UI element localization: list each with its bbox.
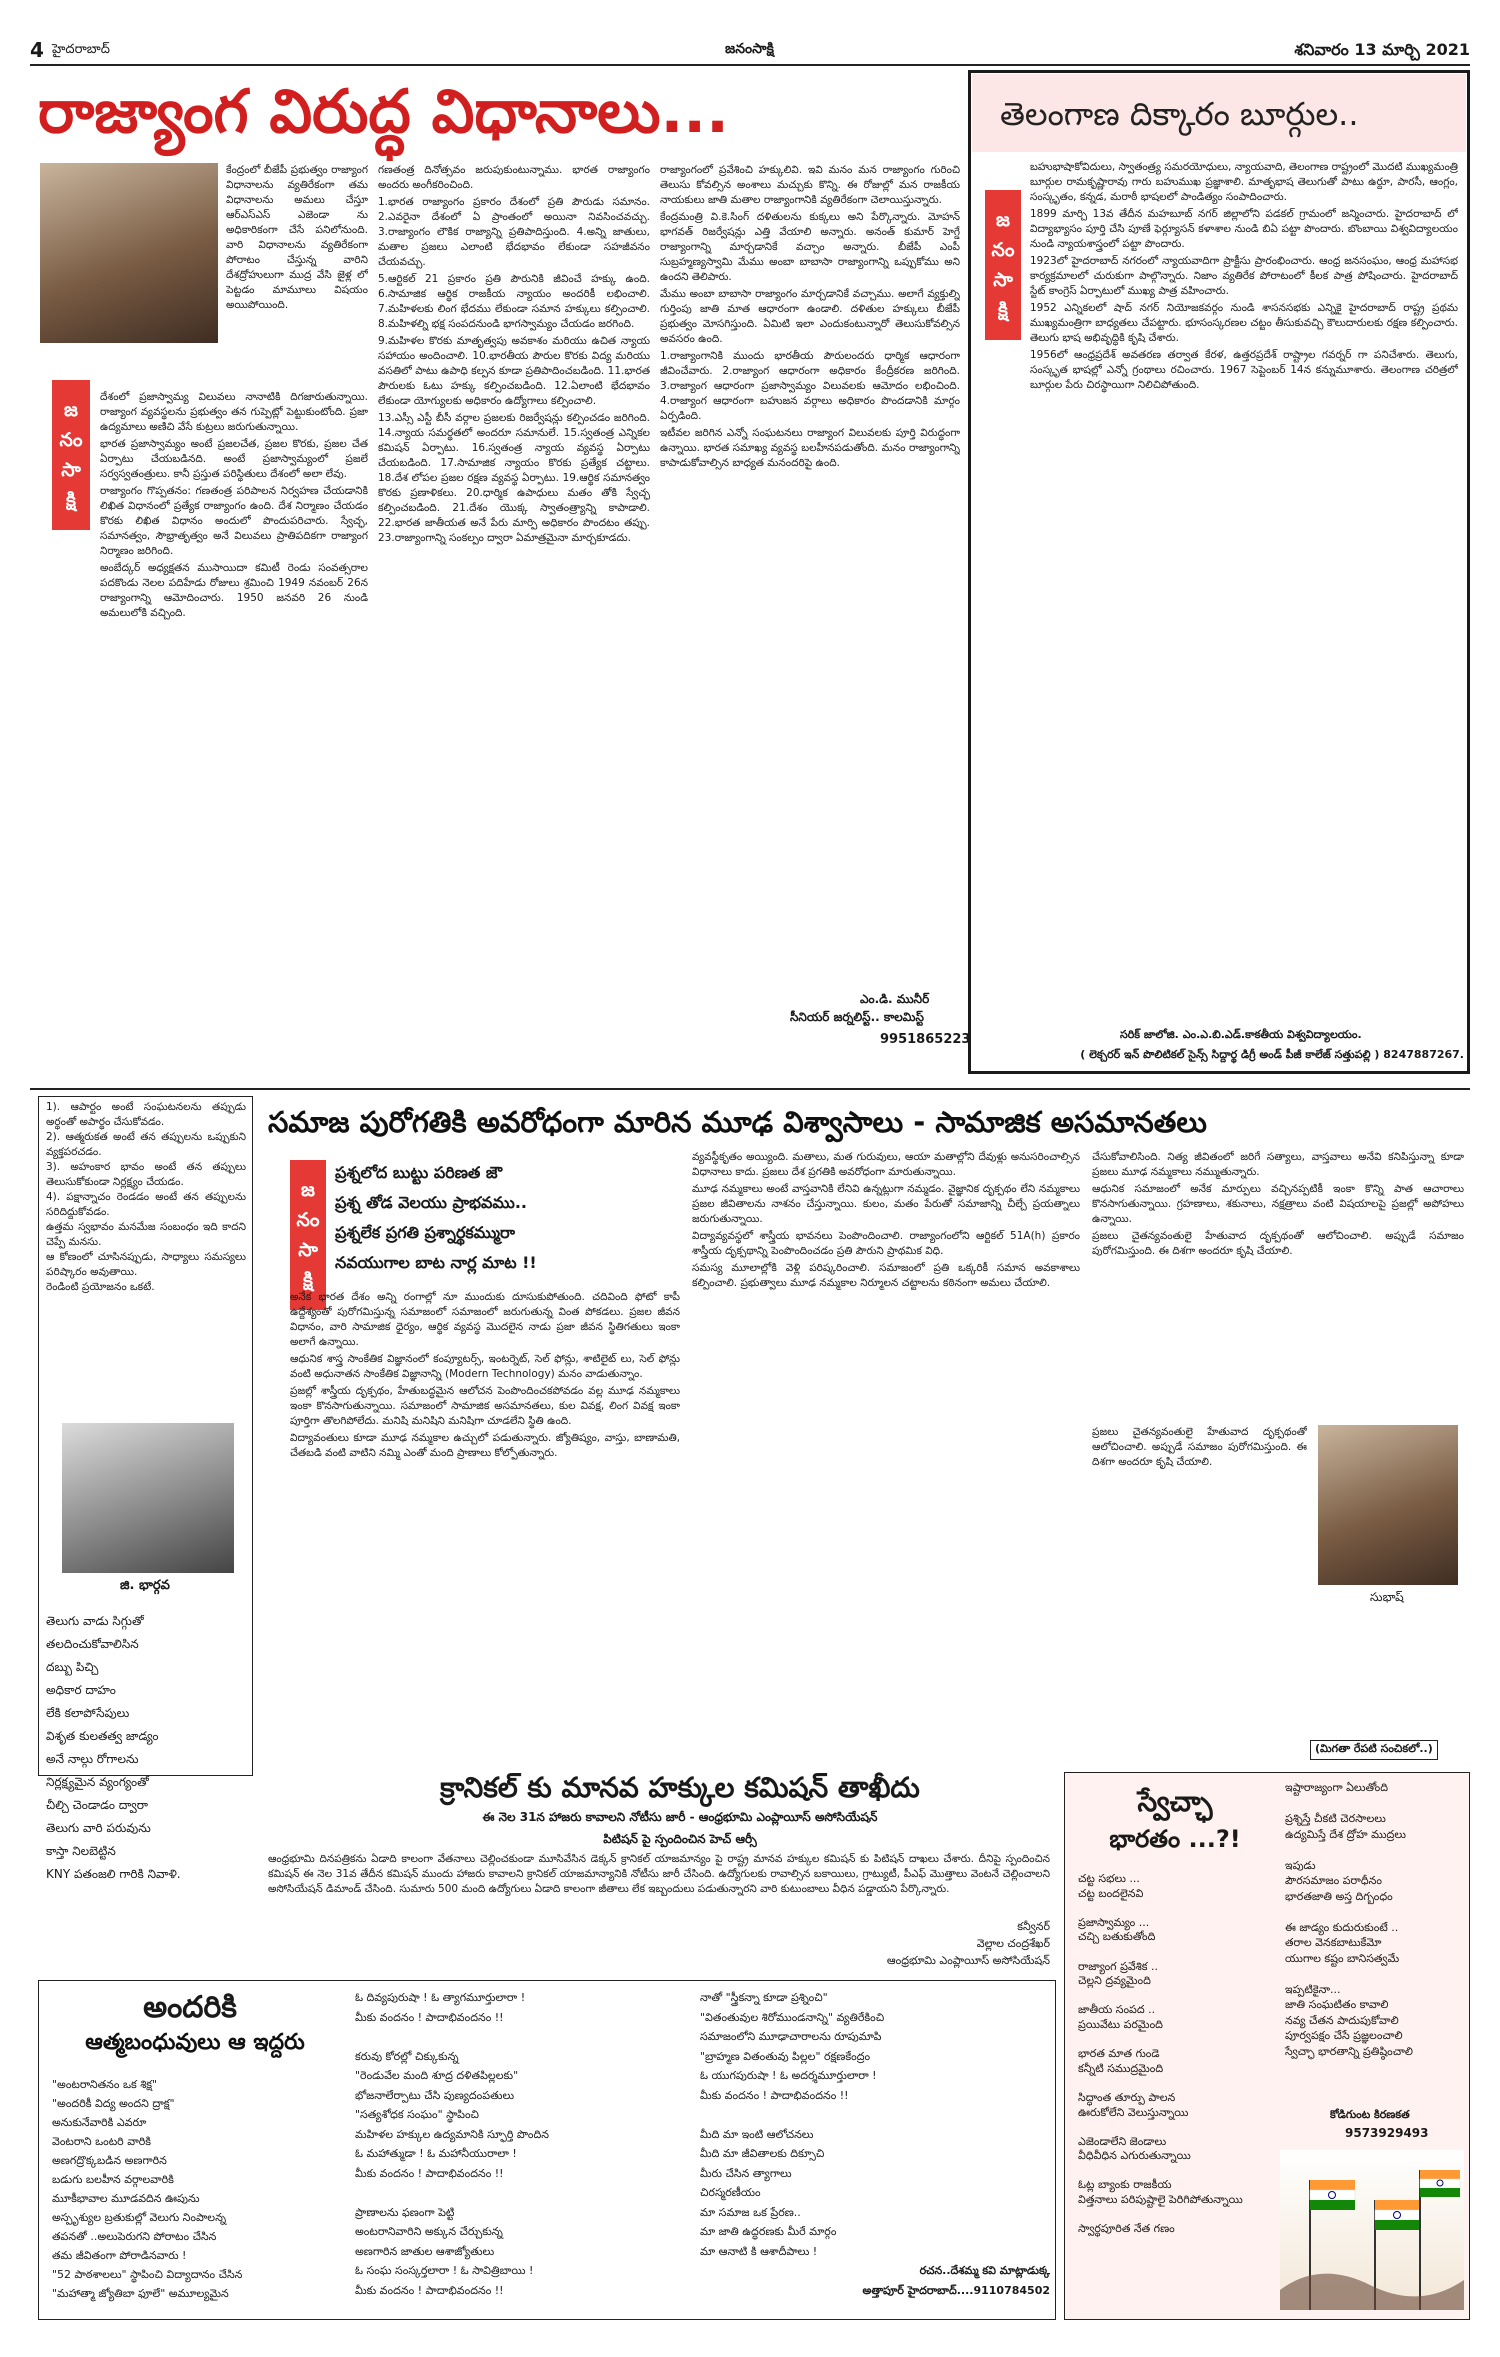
verse-line: విత్తనాలు పరిపుష్టాలై పెరిగిపోతున్నాయి (1078, 2193, 1243, 2207)
verse-line: "బ్రాహ్మణ వితంతువు పిల్లల" రక్షణకేంద్రం (700, 2049, 871, 2063)
verse-line: స్వేచ్ఛా భారతాన్ని ప్రతిష్ఠించాలి (1285, 2044, 1413, 2058)
chronicle-subhead: ఈ నెల 31న హాజరు కావాలని నోటీసు జారీ - ఆంధ్రభూమి ఎంప్లాయీస్ అసోసియేషన్ (482, 1810, 878, 1824)
chronicle-signoff (760, 1918, 1050, 1969)
verse-line: విశృత కులతత్వ జాడ్యం (46, 1729, 159, 1743)
sign-line: వెల్లాల చంద్రశేఖర్ (976, 1937, 1050, 1950)
verse-line: నిర్లక్ష్యమైన వ్యంగ్యంతో (46, 1775, 149, 1789)
masthead (30, 36, 1470, 66)
paragraph: 1923లో హైదరాబాద్ నగరంలో న్యాయవాదిగా ప్రాక్టీసు ప్రారంభించారు. ఆంధ్ర జనసంఘం, ఆంధ్ర మహాసభ కార్యక్రమాలలో చురుకుగా పాల్గొన్నారు. నిజాం వ్యతిరేక పోరాటంలో కీలక పాత్ర పోషించారు. హైదరాబాద్ స్టేట్ కాంగ్రెస్ ఏర్పాటులో ముఖ్య పాత్ర వహించారు. (1030, 255, 1458, 297)
verse-line (1078, 2120, 1273, 2135)
verse-line: అంటరానివారిని అక్కున చేర్చుకున్న (355, 2225, 503, 2238)
list-item: రెండింటి ప్రయోజనం ఒకటే. (46, 1281, 155, 1293)
badge-line: జ (64, 399, 78, 421)
badge-line: క్షి (66, 489, 76, 511)
verse-line: అణగారిన జాతుల ఆశాజ్యోతులు (355, 2244, 495, 2258)
chronicle-headline: క్రానికల్ కు మానవ హక్కుల కమిషన్ తాఖీదు (440, 1771, 920, 1804)
paragraph: సమస్య మూలాల్లోకి వెళ్లి పరిష్కరించాలి. సమాజంలో ప్రతి ఒక్కరికీ సమాన అవకాశాలు కల్పించాలి. ప్రభుత్వాలు మూఢ నమ్మకాల నిర్మూలన చట్టాలను కఠినంగా అమలు చేయాలి. (692, 1262, 1080, 1289)
paragraph: 1956లో ఆంధ్రప్రదేశ్ అవతరణ తర్వాత కేరళ, ఉత్తరప్రదేశ్ రాష్ట్రాల గవర్నర్ గా పనిచేశారు. తెలుగు, సంస్కృత భాషల్లో ఎన్నో గ్రంథాలు రచించారు. 1967 సెప్టెంబర్ 14న కన్నుమూశారు. తెలంగాణ చరిత్రలో బూర్గుల పేరు చిరస్థాయిగా నిలిచిపోతుంది. (1030, 349, 1458, 391)
paragraph: చేసుకోవాలిసింది. నిత్య జీవితంలో జరిగే సత్యాలు, వాస్తవాలు అనేవి కనిపిస్తున్నా కూడా ప్రజలు మూఢ నమ్మకాలు నమ్ముతున్నారు. (1092, 1151, 1464, 1178)
bottom-column-1 (52, 2075, 352, 2303)
quote-line: ప్రశ్నలేక ప్రగతి ప్రశ్నార్థకమ్మురా (335, 1223, 516, 1242)
author-photo (40, 163, 218, 343)
subhash-photo (1318, 1425, 1458, 1585)
verse-line: తరాల వెనకబాటుకేమో (1285, 1936, 1382, 1949)
paper-name: జనంసాక్షి (725, 41, 774, 57)
quote-line: ప్రశ్నలోద బుట్టు పరిణత జౌ (335, 1163, 503, 1182)
verse-line: ప్రజాస్వామ్యం ... (1078, 1915, 1150, 1929)
freedom-right-verses (1285, 1780, 1465, 2059)
verse-line: పూర్వపక్షం చేసే ప్రజ్ఞలంచాలి (1285, 2029, 1403, 2042)
chronicle-subhead-2: పిటిషన్ పై స్పందించిన హెచ్ ఆర్సీ (603, 1832, 757, 1846)
middle-headline: సమాజ పురోగతికి అవరోధంగా మారిన మూఢ విశ్వాసాలు - సామాజిక అసమానతలు (268, 1105, 1207, 1139)
bottom-title-1: అందరికి (143, 1990, 237, 2025)
badge-line: జ (996, 209, 1010, 231)
jana-sakshi-badge (985, 190, 1021, 340)
poet-photo (62, 1423, 234, 1573)
verse-line (1078, 1989, 1273, 2004)
verse-line: ప్రశ్నిస్తే చీకటి చెరసాలలు (1285, 1812, 1386, 1825)
middle-column-2 (692, 1150, 1080, 1760)
verse-line: ఇపుడు (1285, 1858, 1316, 1872)
sign-line: కన్వీనర్ (1017, 1920, 1050, 1933)
verse-line: మా జాతి ఉద్ధరణకు మీరే మార్గం (700, 2225, 837, 2238)
paragraph: కేంద్రమంత్రి వి.కె.సింగ్ దళితులను కుక్కలు అని పేర్కొన్నారు. మోహన్ భాగవత్ రిజర్వేషన్లు ఎత్తి వేయాలి అన్నారు. అనంత్ కుమార్ హెగ్డే రాజ్యాంగాన్ని మార్చడానికే వచ్చాం అన్నారు. బీజేపీ ఎంపీ సుబ్రహ్మణ్యస్వామి మేము అంబా బాబాసా రాజ్యాంగాన్ని ఒప్పుకోము అని ఉందని తెలిపారు. (660, 211, 960, 283)
sign-line: ఆంధ్రభూమి ఎంప్లాయీస్ అసోసియేషన్ (886, 1954, 1050, 1967)
chronicle-body (268, 1852, 1050, 1912)
verse-line: రాజ్యాంగ ప్రవేశిక .. (1078, 1959, 1159, 1973)
jana-sakshi-badge (52, 380, 90, 530)
quote-line: నవయుగాల బాట నార్ల మాట !! (335, 1253, 537, 1272)
verse-line: బడుగు బలహీన వర్గాలవారికి (52, 2173, 174, 2186)
paragraph: 9.మహిళల కొరకు మాతృత్వపు అవకాశం మరియు ఉచిత న్యాయ సహాయం అందించాలి. 10.భారతీయ పౌరుల కొరకు విద్య మరియు వసతిలో పాటు ఉపాధి కల్పన కూడా ప్రతిపాదించబడింది. 11.భారత పౌరులకు ఓటు హక్కు కల్పించబడింది. 12.ఏలాంటి భేదభావం లేకుండా యోగ్యులకు అధికారం ఉద్యోగాలు కల్పించాలి. (378, 335, 650, 407)
flags-svg (1280, 2150, 1464, 2310)
verse-line: ఎజెండాలేని జెండాలు (1078, 2134, 1167, 2148)
list-item: 2). ఆత్మరుకత అంటే తన తప్పులను ఒప్పుకుని వ్యక్తపరచడం. (46, 1131, 246, 1158)
paragraph: 1899 మార్చి 13వ తేదీన మహబూబ్ నగర్ జిల్లాలోని పడకల్ గ్రామంలో జన్మించారు. హైదరాబాద్ లో విద్యాభ్యాసం పూర్తి చేసి పూణే ఫెర్గ్యూసన్ కళాశాల నుండి బిఏ పట్టా పొందారు. బొంబాయి విశ్వవిద్యాలయం నుండి న్యాయశాస్త్రంలో పట్టా పొందారు. (1030, 208, 1458, 250)
paragraph: మేము అంబా బాబాసా రాజ్యాంగం మార్చడానికే వచ్చాము. అలాగే వ్యక్తుల్ని గుర్తింపు జాతి మాత ఆధారంగా ఉండాలి. దళితుల హక్కులు బీజేపీ ప్రభుత్వం మోసగిస్తుంది. ఏమిటి ఇలా ఎందుకంటున్నారో తెలుసుకోవల్సిన అవసరం ఉంది. (660, 288, 960, 345)
verse-line (1285, 1796, 1465, 1812)
verse-line: మీది మా జీవితాలకు దిక్సూచి (700, 2147, 825, 2160)
middle-column-3-wrap (1092, 1425, 1307, 1715)
verse-line: అధికార దాహం (46, 1683, 116, 1697)
paragraph: 1952 ఎన్నికలలో షాద్ నగర్ నియోజకవర్గం నుండి శాసనసభకు ఎన్నికై హైదరాబాద్ రాష్ట్ర ప్రథమ ముఖ్యమంత్రిగా బాధ్యతలు చేపట్టారు. భూసంస్కరణల చట్టం తీసుకువచ్చి కౌలుదారులకు రక్షణ కల్పించారు. తెలుగు భాష అభివృద్ధికి కృషి చేశారు. (1030, 302, 1458, 344)
verse-line: ఈ జాడ్యం కుదురుకుంటే .. (1285, 1920, 1399, 1934)
main-author-role: సీనియర్ జర్నలిస్ట్.. కాలమిస్ట్ (790, 1010, 924, 1024)
paragraph: ఆధునిక సమాజంలో అనేక మార్పులు వచ్చినప్పటికీ ఇంకా కొన్ని పాత ఆచారాలు కొనసాగుతున్నాయి. గ్రహణాలు, శకునాలు, నక్షత్రాలు వంటి విషయాలపై ప్రజల్లో అపోహలు ఉన్నాయి. (1092, 1183, 1464, 1225)
paragraph: రాజ్యాంగంలో ప్రవేశించి హక్కులివి. ఇవి మనం మన రాజ్యాంగం గురించి తెలుసు కోవల్సిన అంశాలు మచ్చుకు కొన్ని. ఈ రోజుల్లో మన రాజకీయ నాయకులు జాతి మతాల రాజ్యాంగానికి వ్యతిరేకంగా చెలాయిస్తున్నారు. (660, 164, 960, 206)
badge-line: సా (298, 1239, 318, 1261)
paragraph: మూఢ నమ్మకాలు అంటే వాస్తవానికి లేనివి ఉన్నట్లుగా నమ్మడం. వైజ్ఞానిక దృక్పథం లేని నమ్మకాలు ప్రజల జీవితాలను నాశనం చేస్తున్నాయి. కులం, మతం పేరుతో సమాజాన్ని చీల్చే ప్రయత్నాలు జరుగుతున్నాయి. (692, 1183, 1080, 1225)
verse-line: వీధివీధిన ఎగురుతున్నాయి (1078, 2149, 1191, 2163)
verse-line (1078, 2164, 1273, 2179)
verse-line: చీల్చి చెండాడం ద్వారా (46, 1798, 148, 1812)
verse-line: ప్రాణాలను ఫణంగా పెట్టి (355, 2205, 455, 2219)
verse-line: సమాజంలోని మూఢాచారాలను రూపుమాపి (700, 2030, 882, 2043)
freedom-title-1: స్వేచ్ఛా (1137, 1785, 1213, 1818)
main-author-name: ఎం.డి. మునీర్ (860, 992, 930, 1006)
verse-line (355, 2027, 685, 2047)
paragraph: బహుభాషాకోవిదులు, స్వాతంత్ర్య సమరయోధులు, న్యాయవాది, తెలంగాణ రాష్ట్రంలో మొదటి ముఖ్యమంత్రి బూర్గుల రామకృష్ణారావు గారు బహుముఖ ప్రజ్ఞాశాలి. మాతృభాష తెలుగుతో పాటు ఉర్దూ, పారసీ, ఆంగ్లం, సంస్కృతం, కన్నడ, మరాఠీ భాషలలో పాండిత్యం సంపాదించారు. (1030, 161, 1458, 203)
main-column-1 (226, 163, 368, 378)
verse-line: తెలుగు వారి పరువును (46, 1821, 151, 1835)
verse-line: చెల్లని ద్రవ్యమైంది (1078, 1974, 1151, 1988)
verse-line: మా సమాజ ఒక ప్రేరణ.. (700, 2205, 801, 2219)
verse-line: మీకు వందనం ! పాదాభివందనం !! (355, 2166, 504, 2180)
verse-line: మీది మా ఇంటి ఆలోచనలు (700, 2127, 814, 2141)
verse-line: ఓ మహాత్ముడా ! ఓ మహానీయురాలా ! (355, 2147, 517, 2160)
verse-line: మీరు చేసిన త్యాగాలు (700, 2166, 792, 2180)
bottom-title-2: ఆత్మబంధువులు ఆ ఇద్దరు (85, 2030, 305, 2055)
verse-line: ఉద్యమిస్తే దేశ ద్రోహ ముద్రలు (1285, 1827, 1406, 1841)
section-rule (30, 1088, 1470, 1090)
paragraph: ప్రజలు చైతన్యవంతులై హేతువాద దృక్పథంతో ఆలోచించాలి. అప్పుడే సమాజం పురోగమిస్తుంది. ఈ దిశగా అందరూ కృషి చేయాలి. (1092, 1426, 1307, 1468)
badge-line: సా (993, 269, 1013, 291)
badge-line: క్షి (303, 1269, 313, 1291)
list-item: ఆ కోణంలో చూసినప్పుడు, సాధ్యాలు సమస్యలు పరిష్కారం అవుతాయి. (46, 1251, 246, 1278)
verse-line: భోజనాలేర్పాటు చేసి పుణ్యదంపతులు (355, 2088, 515, 2102)
verse-line: మీకు వందనం ! పాదాభివందనం !! (355, 2010, 504, 2024)
verse-line: స్వార్థపూరిత నేత గణం (1078, 2222, 1175, 2236)
poet-caption: జి. భార్గవ (120, 1578, 170, 1593)
paragraph: ప్రజలు చైతన్యవంతులై హేతువాద దృక్పథంతో ఆలోచించాలి. అప్పుడే సమాజం పురోగమిస్తుంది. ఈ దిశగా అందరూ కృషి చేయాలి. (1092, 1230, 1464, 1257)
verse-line: కరువు కోరల్లో చిక్కుకున్న (355, 2049, 459, 2063)
verse-line: జాతి సంఘటితం కావాలి (1285, 1998, 1389, 2011)
verse-line: తమ జీవితంగా పోరాడినవారు ! (52, 2249, 187, 2262)
verse-line: కన్నీటి సముద్రమైంది (1078, 2061, 1164, 2075)
paragraph: ఆంధ్రభూమి దినపత్రికను ఏడాది కాలంగా వేతనాలు చెల్లించకుండా మూసివేసిన డెక్కన్ క్రానికల్ యాజమాన్యం పై రాష్ట్ర మానవ హక్కుల కమిషన్ కు పిటిషన్ దాఖలు చేశారు. దీనిపై స్పందించిన కమిషన్ ఈ నెల 31వ తేదీన కమిషన్ ముందు హాజరు కావాలని క్రానికల్ యాజమాన్యానికి నోటీసు జారీ చేసింది. ఉద్యోగులకు రావాల్సిన బకాయిలు, గ్రాట్యుటీ, పీఎఫ్ మొత్తాలు వెంటనే చెల్లించాలని అసోసియేషన్ డిమాండ్ చేసింది. సుమారు 500 మంది ఉద్యోగులు ఏడాది కాలంగా జీతాలు లేక ఇబ్బందులు పడుతున్నారని వారి కుటుంబాలు వీధిన పడ్డాయని పేర్కొన్నారు. (268, 1853, 1050, 1895)
verse-line (700, 2105, 1050, 2125)
verse-line: ఊరుకోలేని వెలుస్తున్నాయి (1078, 2105, 1189, 2119)
freedom-phone: 9573929493 (1345, 2126, 1429, 2140)
verse-line: చట్ట సభలు ... (1078, 1872, 1140, 1885)
paragraph: రాజ్యాంగం గొప్పతనం: గణతంత్ర పరిపాలన నిర్వహణ చేయడానికి లిఖిత విధానంలో ప్రత్యేక రాజ్యాంగం ఉంది. దేశ నిర్మాణం చేయడం కొరకు లిఖిత విధానం అందులో పొందుపరిచారు. స్వేచ్ఛ, సమానత్వం, సౌభ్రాతృత్వం అనే విలువలు ప్రాతిపదికగా రాజ్యాంగ నిర్మాణం జరిగింది. (100, 485, 368, 557)
badge-line: నం (296, 1209, 320, 1231)
verse-line: ఇప్పటికైనా... (1285, 1982, 1341, 1996)
verse-line: "రెండువేల మంది శూద్ర దళితపిల్లలకు" (355, 2069, 519, 2082)
verse-line: మా ఆనాటి కి ఆశాదీపాలు ! (700, 2244, 818, 2258)
verse-line: ఓట్ల బ్యాంకు రాజకీయ (1078, 2178, 1172, 2192)
badge-line: క్షి (998, 299, 1008, 321)
verse-line (1078, 1945, 1273, 1960)
main-headline: రాజ్యాంగ విరుద్ధ విధానాలు... (38, 77, 729, 147)
verse-line: దబ్బు పిచ్చి (46, 1660, 99, 1674)
verse-line: అత్తాపూర్ హైదరాబాద్....9110784502 (862, 2283, 1050, 2297)
main-author-phone: 9951865223 (880, 1032, 971, 1047)
verse-line: మీకు వందనం ! పాదాభివందనం !! (355, 2283, 504, 2297)
verse-line: తలదించుకోవాలిసిన (46, 1637, 139, 1651)
verse-line: చట్ట బందలైనవి (1078, 1886, 1144, 1900)
left-numbered-list (46, 1100, 246, 1420)
verse-line: "మహాత్మా జ్యోతిబా ఫూలే" అమూల్యమైన (52, 2287, 229, 2300)
verse-line (1285, 1904, 1465, 1920)
verse-line: తపనతో ..అలుపెరుగని పోరాటం చేసిన (52, 2230, 217, 2243)
verse-line: నవ్య చేతన పాదుపుకోవాలి (1285, 2013, 1399, 2027)
paragraph: 1.రాజ్యాంగానికి ముందు భారతీయ పౌరులందరు ధార్మిక ఆధారంగా జీవించేవారు. 2.రాజ్యాంగ ఆధారంగా అధికారం కేంద్రీకరణ జరిగింది. 3.రాజ్యాంగ ఆధారంగా ప్రజాస్వామ్యం విలువలకు ఆమోదం లభించింది. 4.రాజ్యాంగ ఆధారంగా బహుజన వర్గాలు అధికారం పొందడానికి మార్గం ఏర్పడింది. (660, 350, 960, 422)
paragraph: అంబేద్కర్ అధ్యక్షతన ముసాయిదా కమిటీ రెండు సంవత్సరాల పదకొండు నెలల పదిహేడు రోజులు శ్రమించి 1949 నవంబర్ 26న రాజ్యాంగాన్ని ఆమోదించారు. 1950 జనవరి 26 నుండి అమలులోకి వచ్చింది. (100, 562, 368, 619)
verse-line: భారతజాతి అస్త దిగ్బంధం (1285, 1889, 1393, 1903)
badge-line: నం (991, 239, 1015, 261)
right-headline: తెలంగాణ దిక్కారం బూర్గుల.. (1000, 95, 1359, 133)
paragraph: 5.ఆర్టికల్ 21 ప్రకారం ప్రతి పౌరునికి జీవించే హక్కు ఉంది. 6.సామాజిక ఆర్థిక రాజకీయ న్యాయం అందరికీ లభించాలి. 7.మహిళలకు లింగ భేదము లేకుండా సమాన హక్కులు కల్పించాలి. 8.మహిళల్ని భక్ష సంపదనుండి భాగస్వామ్యం చేయడం జరగింది. (378, 273, 650, 330)
verse-line: మూకీభావాల మూడవదిన ఊపును (52, 2192, 200, 2205)
middle-quote (335, 1158, 675, 1278)
flags-illustration (1280, 2150, 1464, 2310)
right-author-line-1: సరిక్ జాలోజి. ఎం.ఎ.బి.ఎడ్.కాకతీయ విశ్వవిద్యాలయం. (1120, 1028, 1362, 1041)
verse-line (1078, 2208, 1273, 2223)
paragraph: గణతంత్ర దినోత్సవం జరుపుకుంటున్నాము. భారత రాజ్యాంగం అందరు అంగీకరించింది. (378, 164, 650, 191)
verse-line: జాతీయ సంపద .. (1078, 2003, 1156, 2017)
verse-line: సిద్ధాంత తూర్పు పాలన (1078, 2090, 1176, 2104)
verse-line: నాతో "స్త్రీకన్నా కూడా ప్రశ్నించి" (700, 1991, 828, 2004)
verse-line: "అంటరానితనం ఒక శిక్ష" (52, 2078, 158, 2091)
verse-line: అస్పృశ్యుల బ్రతుకుల్లో వెలుగు నింపాలన్న (52, 2211, 227, 2224)
paragraph: ఇటీవల జరిగిన ఎన్నో సంఘటనలు రాజ్యాంగ విలువలకు పూర్తి విరుద్ధంగా ఉన్నాయి. భారత సమాఖ్య వ్యవస్థ బలహీనపడుతోంది. మనం రాజ్యాంగాన్ని కాపాడుకోవాల్సిన బాధ్యత మనందరిపై ఉంది. (660, 427, 960, 469)
verse-line (1078, 2076, 1273, 2091)
main-column-1-lower (100, 390, 368, 1055)
verse-line: ఇష్టారాజ్యంగా ఏలుతోంది (1285, 1781, 1389, 1794)
badge-line: జ (301, 1179, 315, 1201)
verse-line: అనుకునేవారికి ఎవరూ (52, 2116, 147, 2129)
quote-line: ప్రశ్న తోడ వెలయు ప్రాభవము.. (335, 1193, 528, 1212)
main-column-2 (378, 163, 650, 1055)
paragraph: 1.భారత రాజ్యాంగం ప్రకారం దేశంలో ప్రతి పౌరుడు సమానం. 2.ఎవరైనా దేశంలో ఏ ప్రాంతంలో అయినా నివసించవచ్చు. 3.రాజ్యాంగం లౌకిక రాజ్యాన్ని ప్రతిపాదిస్తుంది. 4.అన్ని జాతులు, మతాల ప్రజలు ఎలాంటి భేదభావం లేకుండా సహజీవనం చేయవచ్చు. (378, 196, 650, 268)
bottom-column-3 (700, 1988, 1050, 2300)
right-article-body (1030, 160, 1458, 990)
paragraph: విద్యావ్యవస్థలో శాస్త్రీయ భావనలు పెంపొందించాలి. రాజ్యాంగంలోని ఆర్టికల్ 51A(h) ప్రకారం శాస్త్రీయ దృక్పథాన్ని పెంపొందించడం ప్రతి పౌరుని ప్రాథమిక విధి. (692, 1230, 1080, 1257)
verse-line: మీకు వందనం ! పాదాభివందనం !! (700, 2088, 849, 2102)
subhash-caption: సుభాష్ (1370, 1590, 1404, 1604)
verse-line: మహిళల హక్కుల ఉద్యమానికి స్ఫూర్తి పొందిన (355, 2127, 549, 2141)
verse-line: లేకి కలాపోసేపులు (46, 1706, 130, 1720)
right-author-line-2: ( లెక్చరర్ ఇన్ పొలిటికల్ సైన్స్ సిద్దార్థ డిగ్రీ అండ్ పీజీ కాలేజ్ సత్తుపల్లి ) 8247887267. (1080, 1048, 1464, 1061)
continued-note: (మిగతా రేపటి సంచికలో..) (1310, 1740, 1438, 1760)
verse-line: చచ్చి బతుకుతోంది (1078, 1930, 1156, 1944)
freedom-left-verses (1078, 1872, 1273, 2237)
page-number: 4 (30, 38, 44, 62)
verse-line: "సత్యశోధక సంఘం" స్థాపించి (355, 2108, 479, 2121)
verse-line (1078, 2033, 1273, 2048)
freedom-title-2: భారతం ...?! (1109, 1825, 1241, 1853)
verse-line: ఓ దివ్యపురుషా ! ఓ త్యాగమూర్తులారా ! (355, 1991, 526, 2004)
list-item: 3). అహంకార భావం అంటే తన తప్పులు తెలుసుకోకుండా నిర్లక్ష్యం చేయడం. (46, 1161, 246, 1188)
verse-line: వెంటరాని ఒంటరి వారికి (52, 2135, 151, 2148)
verse-line: పౌరసమాజం పరాధీనం (1285, 1874, 1382, 1887)
city-name: హైదరాబాద్ (52, 42, 110, 57)
list-item: 4). పక్షాన్నాచం రెండడం అంటే తన తప్పులను సరిదిద్దుకోవడం. (46, 1191, 246, 1218)
verse-line: కాస్తా నిలబెట్టిన (46, 1844, 116, 1858)
paragraph: అనేక భారత దేశం అన్ని రంగాల్లో నూ ముందుకు దూసుకుపోతుంది. చదివింది ఫోటో కాపీ ఉద్దేశ్యంతో పురోగమిస్తున్న సమాజంలో సమాజంలో జరుగుతున్న వింత పోకడలు. ప్రజల జీవన విధానం, వారి సామాజిక ధైర్యం, ఆర్థిక వ్యవస్థ మొదలైన నాడు ప్రజా జీవన స్థితిగతులు ఇంకా అలాగే ఉన్నాయి. (290, 1291, 680, 1348)
middle-column-1 (290, 1290, 680, 1760)
middle-column-3 (1092, 1150, 1464, 1415)
verse-line: "వితంతువుల శిరోముండనాన్ని" వ్యతిరేకించి (700, 2010, 885, 2024)
paragraph: ప్రజల్లో శాస్త్రీయ దృక్పథం, హేతుబద్ధమైన ఆలోచన పెంపొందించకపోవడం వల్ల మూఢ నమ్మకాలు ఇంకా కొనసాగుతున్నాయి. సమాజంలో సామాజిక అసమానతలు, కుల వివక్ష, లింగ వివక్ష ఇంకా పూర్తిగా తొలగిపోలేదు. మనిషి మనిషిని మనిషిగా చూడలేని స్థితి ఉంది. (290, 1385, 680, 1427)
list-item: ఉత్తమ స్వభావం మనమేజ సంబంధం ఇది కాదని చెప్పే మనసు. (46, 1221, 246, 1248)
paragraph: కేంద్రంలో బీజేపీ ప్రభుత్వం రాజ్యాంగ విధానాలను వ్యతిరేకంగా తమ విధానాలను అమలు చేస్తూ ఆర్ఎస్ఎస్ ఎజెండా ను అధికారికంగా చేసే పనిలోనుంది. వారి విధానాలను వ్యతిరేకంగా పోరాటం చేస్తున్న వారిని దేశద్రోహులుగా ముద్ర వేసి జైళ్ల లో పెట్టడం మామూలు విషయం అయిపోయింది. (226, 164, 368, 311)
verse-line: భారత మాత గుండె (1078, 2047, 1160, 2061)
verse-line: ఓ సంఘ సంస్కర్తలారా ! ఓ సావిత్రిబాయి ! (355, 2264, 534, 2277)
verse-line (355, 2183, 685, 2203)
masthead-rule (30, 64, 1470, 66)
verse-line: "అందరికీ విద్య అందని ద్రాక్ష" (52, 2097, 175, 2110)
paragraph: వ్యవస్థీకృతం అయ్యింది. మతాలు, మత గురువులు, ఆయా మతాల్లోని దేవుళ్లు అనుసరించాల్సిన విధానాలు కాదు. ప్రజలు దేశ ప్రగతికి అవరోధంగా మారుతున్నాయి. (692, 1151, 1080, 1178)
verse-line: అణగద్రొక్కబడిన అణగారిన (52, 2154, 167, 2167)
freedom-author: కోడిగుంట కిరణకత (1330, 2108, 1410, 2121)
main-column-3 (660, 163, 960, 983)
issue-date: శనివారం 13 మార్చి 2021 (1294, 40, 1470, 59)
paragraph: భారత ప్రజాస్వామ్యం అంటే ప్రజలచేత, ప్రజల కొరకు, ప్రజల చేత ఏర్పాటు చేయబడినది. అంటే ప్రజాస్వామ్యంలో ప్రజలే సర్వస్వతంత్రులు. కానీ ప్రస్తుత పరిస్థితులు దేశంలో అలా లేవు. (100, 438, 368, 480)
verse-line: రచన..దేశమ్మ కవి మాట్లాడుక్క (919, 2264, 1050, 2277)
bottom-column-2 (355, 1988, 685, 2300)
verse-line: అనే నాల్గు రోగాలను (46, 1752, 139, 1766)
paragraph: విద్యావంతులు కూడా మూఢ నమ్మకాల ఉచ్చులో పడుతున్నారు. జ్యోతిష్యం, వాస్తు, బాణామతి, చేతబడి వంటి వాటిని నమ్మి ఎంతో మంది ప్రాణాలు కోల్పోతున్నారు. (290, 1432, 680, 1459)
paragraph: దేశంలో ప్రజాస్వామ్య విలువలు నానాటికి దిగజారుతున్నాయి. రాజ్యాంగ వ్యవస్థలను ప్రభుత్వం తన గుప్పెట్లో పెట్టుకుంటోంది. ప్రజా ఉద్యమాలు అణిచి వేసే కుట్రలు జరుగుతున్నాయి. (100, 391, 368, 433)
verse-line (1285, 1966, 1465, 1982)
left-verses (46, 1610, 246, 1886)
list-item: 1). ఆపార్టం అంటే సంఘటనలను తప్పుడు అర్థంతో అపార్థం చేసుకోవడం. (46, 1101, 246, 1128)
verse-line: యుగాల కష్టం బానిసత్వమే (1285, 1951, 1400, 1965)
badge-line: సా (61, 459, 81, 481)
badge-line: నం (59, 429, 83, 451)
jana-sakshi-badge (290, 1160, 326, 1310)
paragraph: 13.ఎస్సీ ఎస్టీ బీసీ వర్గాల ప్రజలకు రిజర్వేషన్లు కల్పించడం జరిగింది. 14.న్యాయ సమర్థతలో అందరూ సమానులే. 15.స్వతంత్ర ఎన్నికల కమిషన్ ఏర్పాటు. 16.స్వతంత్ర న్యాయ వ్యవస్థ ఏర్పాటు చేయబడింది. 17.సామాజిక న్యాయం కొరకు ప్రత్యేక చట్టాలు. 18.దేశ లోపల ప్రజల రక్షణ వ్యవస్థ ఏర్పాటు. 19.ఆర్థిక సమానత్వం కొరకు ప్రణాళికలు. 20.ధార్మిక ఉపాధులు మతం తోకి స్వేచ్ఛ కల్పించబడింది. 21.దేశం యొక్క స్వాతంత్ర్యాన్ని కాపాడాలి. 22.భారత జాతీయత అనే పేరు మార్పి అధికారం పొందటం తప్పు. 23.రాజ్యాంగాన్ని సంకల్పం ద్వారా ఏమాత్రమైనా మార్చకూడదు. (378, 412, 650, 544)
verse-line: తెలుగు వాడు సిగ్గుతో (46, 1614, 144, 1628)
paragraph: ఆధునిక శాస్త్ర సాంకేతిక విజ్ఞానంలో కంప్యూటర్స్, ఇంటర్నెట్, సెల్ ఫోన్లు, శాటిలైట్ లు, సెల్ ఫోన్లు వంటి అధునాతన సాంకేతిక విజ్ఞానాన్ని (Modern Technology) మనం వాడుతున్నాం. (290, 1353, 680, 1380)
verse-line: ఓ యుగపురుషా ! ఓ అదర్శమూర్తులారా ! (700, 2069, 877, 2082)
verse-line: ప్రయివేటు పరమైంది (1078, 2017, 1163, 2031)
verse-line: చిరస్మరణీయం (700, 2186, 761, 2199)
verse-line: "52 పాఠశాలలు" స్థాపించి విద్యాదానం చేసిన (52, 2268, 243, 2281)
verse-line (1078, 1901, 1273, 1916)
verse-line: KNY పతంజలి గారికి నివాళి. (46, 1867, 181, 1881)
verse-line (1285, 1842, 1465, 1858)
